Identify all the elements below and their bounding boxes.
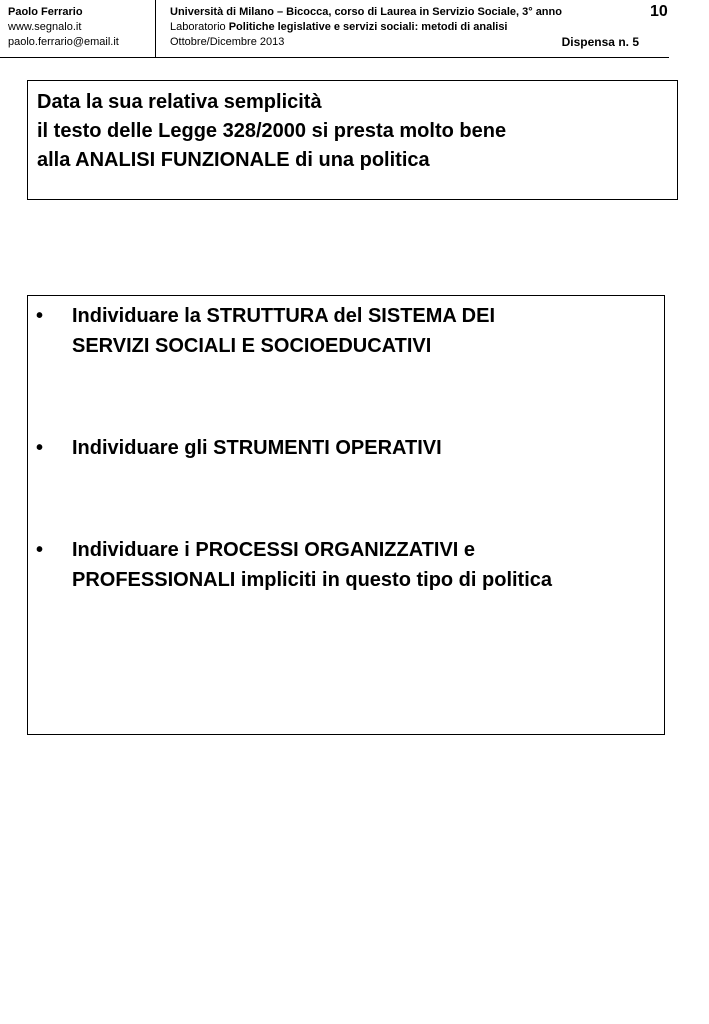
objectives-box <box>27 295 665 735</box>
page-header <box>0 0 709 58</box>
intro-box <box>27 80 678 200</box>
list-item-text <box>72 535 662 595</box>
header-horizontal-divider <box>0 57 669 58</box>
list-item-text <box>72 301 662 361</box>
list-item-line: Individuare la STRUTTURA del SISTEMA DEI <box>72 305 496 327</box>
page-number: 10 <box>650 3 668 20</box>
course-date: Ottobre/Dicembre 2013 <box>170 36 285 48</box>
list-item-line: Individuare gli STRUMENTI OPERATIVI <box>72 437 442 459</box>
bullet-icon: • <box>36 539 44 561</box>
dispensa-label: Dispensa n. 5 <box>561 35 639 49</box>
intro-line: alla ANALISI FUNZIONALE di una politica <box>37 149 430 171</box>
author-email: paolo.ferrario@email.it <box>8 36 119 48</box>
list-item-line: Individuare i PROCESSI ORGANIZZATIVI e <box>72 539 476 561</box>
intro-text <box>37 88 506 175</box>
intro-line: Data la sua relativa semplicità <box>37 91 322 113</box>
lab-prefix: Laboratorio <box>170 21 229 33</box>
author-website: www.segnalo.it <box>8 21 82 33</box>
course-info-block <box>170 5 645 50</box>
bullet-icon: • <box>36 305 44 327</box>
lab-title: Politiche legislative e servizi sociali: metodi di analisi <box>228 21 508 33</box>
intro-line: il testo delle Legge 328/2000 si presta molto bene <box>37 120 507 142</box>
lab-line <box>170 20 645 35</box>
bullet-icon: • <box>36 437 44 459</box>
list-item-text <box>72 433 662 463</box>
author-block <box>8 5 148 50</box>
list-item-line: PROFESSIONALI impliciti in questo tipo di politica <box>72 569 553 591</box>
header-vertical-divider <box>155 0 156 57</box>
author-name: Paolo Ferrario <box>8 6 83 18</box>
course-line: Università di Milano – Bicocca, corso di Laurea in Servizio Sociale, 3° anno <box>170 6 562 18</box>
date-row <box>170 35 645 50</box>
list-item-line: SERVIZI SOCIALI E SOCIOEDUCATIVI <box>72 335 432 357</box>
